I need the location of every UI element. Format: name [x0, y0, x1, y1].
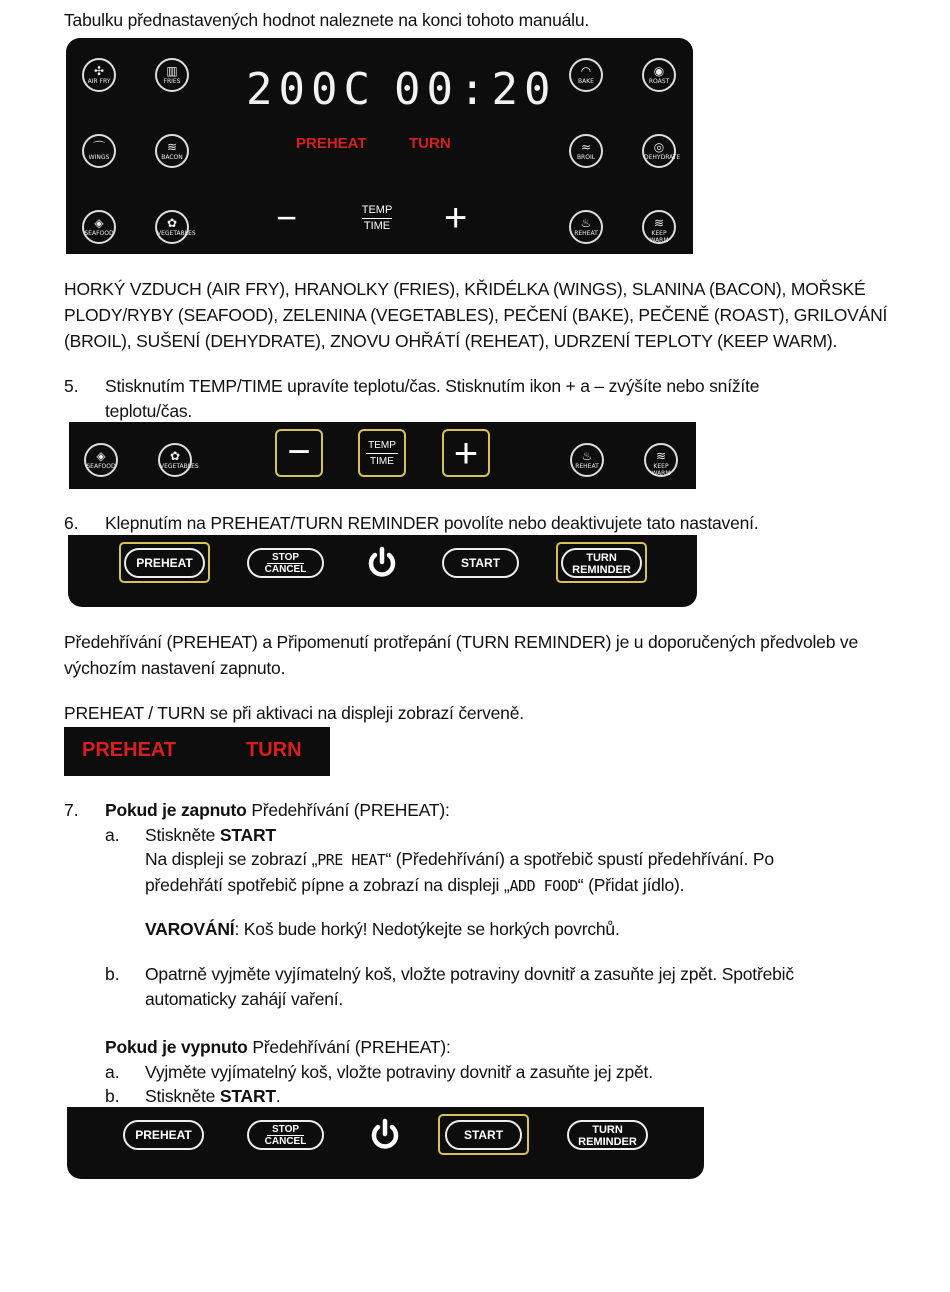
stop-cancel-button[interactable]: STOP CANCEL: [247, 548, 324, 578]
reheat-icon[interactable]: ♨ REHEAT: [570, 443, 604, 477]
air-fry-icon[interactable]: ✣ AIR FRY: [82, 58, 116, 92]
fries-icon[interactable]: ▥ FRIES: [155, 58, 189, 92]
display-add-food-line: předehřátí spotřebič pípne a zobrazí na displeji „ADD FOOD“ (Přidat jídlo).: [145, 875, 685, 895]
start-button[interactable]: START: [442, 548, 519, 578]
bacon-icon[interactable]: ≋ BACON: [155, 134, 189, 168]
keep-warm-icon[interactable]: ≋ KEEP WARM: [642, 210, 676, 244]
preheat-button[interactable]: PREHEAT: [124, 548, 205, 578]
step-5-line-1: Stisknutím TEMP/TIME upravíte teplotu/čas. Stisknutím ikon + a – zvýšíte nebo snížíte: [105, 376, 760, 396]
temp-time-button[interactable]: [360, 204, 394, 233]
off-step-b-text: Stiskněte START.: [145, 1086, 281, 1106]
intro-text: Tabulku přednastavených hodnot naleznete na konci tohoto manuálu.: [64, 10, 590, 30]
modes-line-1: HORKÝ VZDUCH (AIR FRY), HRANOLKY (FRIES), KŘIDÉLKA (WINGS), SLANINA (BACON), MOŘSKÉ: [64, 279, 866, 299]
step-7a-text: Stiskněte START: [145, 825, 276, 845]
roast-icon[interactable]: ◉ ROAST: [642, 58, 676, 92]
step-7a-marker: a.: [105, 825, 120, 845]
step-6-number: 6.: [64, 513, 79, 533]
control-panel-main: [66, 38, 693, 254]
plus-button[interactable]: +: [444, 196, 468, 240]
step-7-number: 7.: [64, 800, 79, 820]
preheat-indicator: PREHEAT: [296, 135, 367, 152]
red-display-note: PREHEAT / TURN se při aktivaci na displeji zobrazí červeně.: [64, 703, 524, 723]
preheat-on-heading: Pokud je zapnuto Předehřívání (PREHEAT):: [105, 800, 450, 820]
vegetables-icon[interactable]: ✿ VEGETABLES: [155, 210, 189, 244]
keep-warm-icon[interactable]: ≋ KEEP WARM: [644, 443, 678, 477]
temp-label: TEMP: [368, 440, 396, 451]
display-code-add-food: ADD FOOD: [509, 877, 578, 895]
minus-button[interactable]: −: [275, 429, 323, 477]
seafood-icon[interactable]: ◈ SEAFOOD: [84, 443, 118, 477]
preheat-indicator: PREHEAT: [82, 739, 177, 761]
time-label: TIME: [363, 220, 391, 232]
temp-label: TEMP: [361, 204, 393, 216]
vegetables-icon[interactable]: ✿ VEGETABLES: [158, 443, 192, 477]
warning-text: VAROVÁNÍ: Koš bude horký! Nedotýkejte se horkých povrchů.: [145, 919, 620, 939]
turn-indicator: TURN: [246, 739, 302, 761]
red-indicator-panel: [64, 727, 330, 776]
step-7b-line-2: automaticky zahájí vaření.: [145, 989, 344, 1009]
off-step-a-text: Vyjměte vyjímatelný koš, vložte potraviny dovnitř a zasuňte jej zpět.: [145, 1062, 653, 1082]
plus-button[interactable]: +: [442, 429, 490, 477]
power-icon[interactable]: [368, 1117, 402, 1151]
reheat-icon[interactable]: ♨ REHEAT: [569, 210, 603, 244]
step-7b-line-1: Opatrně vyjměte vyjímatelný koš, vložte potraviny dovnitř a zasuňte jej zpět. Spotřebič: [145, 964, 794, 984]
temperature-display: 200C: [246, 64, 376, 115]
preheat-button[interactable]: PREHEAT: [123, 1120, 204, 1150]
minus-button[interactable]: −: [276, 197, 298, 238]
start-button[interactable]: START: [445, 1120, 522, 1150]
control-panel-temp-time: [69, 422, 696, 489]
preheat-off-heading: Pokud je vypnuto Předehřívání (PREHEAT):: [105, 1037, 451, 1057]
display-preheat-line: Na displeji se zobrazí „PRE HEAT“ (Předehřívání) a spotřebič spustí předehřívání. Po: [145, 849, 774, 869]
turn-reminder-button[interactable]: TURN REMINDER: [561, 548, 642, 578]
default-settings-line-2: výchozím nastavení zapnuto.: [64, 658, 286, 678]
turn-reminder-button[interactable]: TURN REMINDER: [567, 1120, 648, 1150]
step-5-line-2: teplotu/čas.: [105, 401, 193, 421]
step-5-number: 5.: [64, 376, 79, 396]
time-display: 00:20: [394, 64, 557, 115]
turn-indicator: TURN: [409, 135, 451, 152]
temp-time-button[interactable]: [358, 429, 406, 477]
display-code-preheat: PRE HEAT: [317, 851, 386, 869]
bake-icon[interactable]: ◠ BAKE: [569, 58, 603, 92]
wings-icon[interactable]: ⌒ WINGS: [82, 134, 116, 168]
stop-cancel-button[interactable]: STOP CANCEL: [247, 1120, 324, 1150]
step-7b-marker: b.: [105, 964, 120, 984]
step-6-text: Klepnutím na PREHEAT/TURN REMINDER povolíte nebo deaktivujete tato nastavení.: [105, 513, 759, 533]
off-step-b-marker: b.: [105, 1086, 120, 1106]
modes-line-3: (BROIL), SUŠENÍ (DEHYDRATE), ZNOVU OHŘÁTÍ (REHEAT), UDRZENÍ TEPLOTY (KEEP WARM).: [64, 331, 838, 351]
power-icon[interactable]: [365, 545, 399, 579]
seafood-icon[interactable]: ◈ SEAFOOD: [82, 210, 116, 244]
dehydrate-icon[interactable]: ◎ DEHYDRATE: [642, 134, 676, 168]
time-label: TIME: [370, 456, 394, 467]
off-step-a-marker: a.: [105, 1062, 120, 1082]
default-settings-line-1: Předehřívání (PREHEAT) a Připomenutí protřepání (TURN REMINDER) je u doporučených předvoleb ve: [64, 632, 858, 652]
control-panel-buttons-start: [67, 1107, 704, 1179]
broil-icon[interactable]: ≈ BROIL: [569, 134, 603, 168]
control-panel-buttons-preheat: [68, 535, 697, 607]
modes-line-2: PLODY/RYBY (SEAFOOD), ZELENINA (VEGETABLES), PEČENÍ (BAKE), PEČENĚ (ROAST), GRILOVÁNÍ: [64, 305, 888, 325]
